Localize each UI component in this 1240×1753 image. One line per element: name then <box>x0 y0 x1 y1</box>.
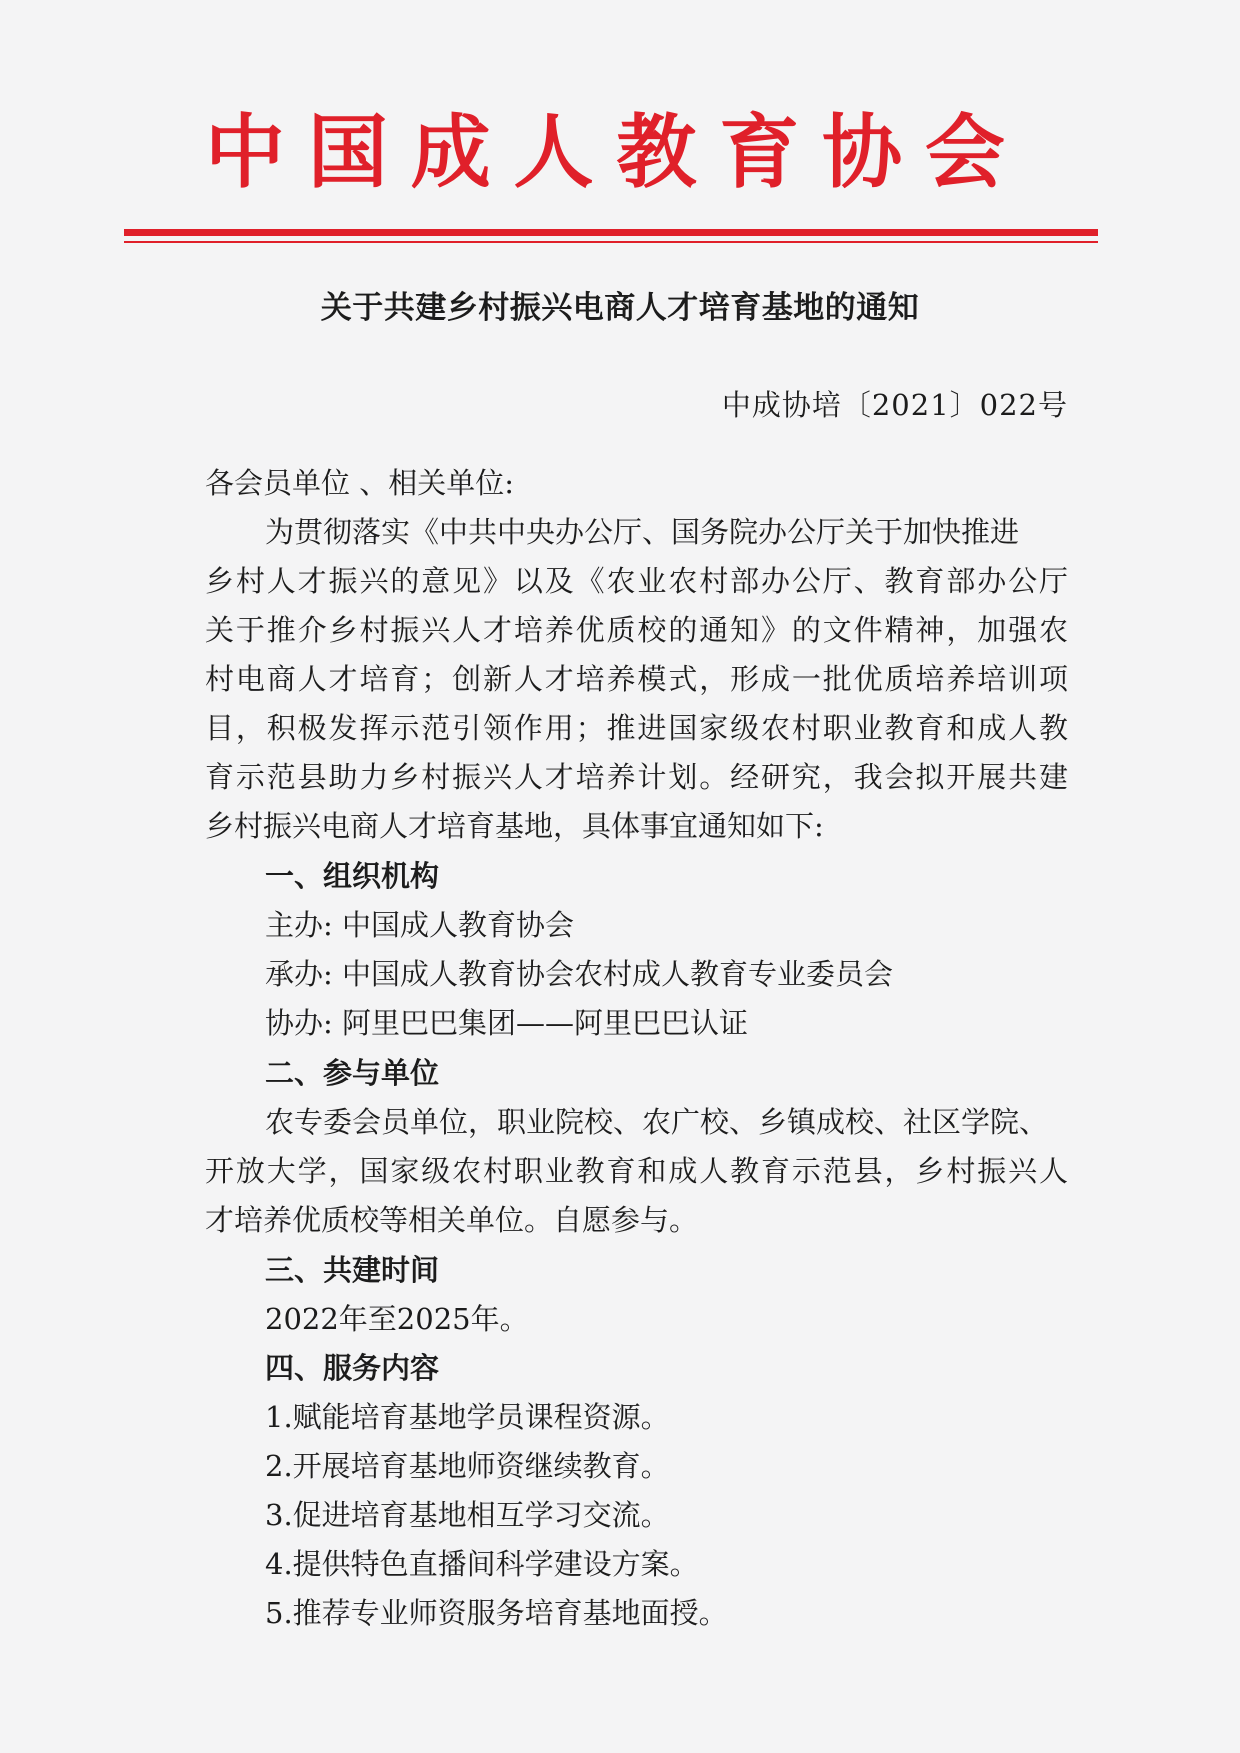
service-item: 3.促进培育基地相互学习交流。 <box>265 1498 670 1532</box>
letterhead-char: 会 <box>924 105 1005 199</box>
letterhead-char: 育 <box>719 105 800 199</box>
section-heading-participants: 二、参与单位 <box>265 1056 440 1090</box>
intro-line: 为贯彻落实《中共中央办公厅、国务院办公厅关于加快推进 <box>265 515 1020 549</box>
letterhead-organization-name <box>205 95 1005 199</box>
service-item: 2.开展培育基地师资继续教育。 <box>265 1449 670 1483</box>
letterhead-divider-thick <box>124 229 1098 236</box>
intro-line: 村电商人才培育；创新人才培养模式，形成一批优质培养培训项 <box>205 662 1068 696</box>
letterhead-char: 成 <box>410 105 491 199</box>
letterhead-divider-thin <box>124 241 1098 243</box>
co-organizer-line: 协办: 阿里巴巴集团——阿里巴巴认证 <box>265 1006 748 1040</box>
document-number: 中成协培〔2021〕022号 <box>721 388 1068 422</box>
intro-line: 育示范县助力乡村振兴人才培养计划。经研究，我会拟开展共建 <box>205 760 1068 794</box>
salutation: 各会员单位 、相关单位: <box>205 466 514 500</box>
intro-line: 乡村人才振兴的意见》以及《农业农村部办公厅、教育部办公厅 <box>205 564 1068 598</box>
host-line: 主办: 中国成人教育协会 <box>265 908 574 942</box>
participants-line: 才培养优质校等相关单位。自愿参与。 <box>205 1203 699 1237</box>
letterhead-char: 人 <box>513 105 594 199</box>
service-item: 5.推荐专业师资服务培育基地面授。 <box>265 1596 728 1630</box>
service-item: 4.提供特色直播间科学建设方案。 <box>265 1547 699 1581</box>
intro-line: 乡村振兴电商人才培育基地，具体事宜通知如下: <box>205 809 824 843</box>
letterhead-char: 协 <box>822 105 903 199</box>
participants-line: 农专委会员单位，职业院校、农广校、乡镇成校、社区学院、 <box>265 1105 1049 1139</box>
participants-line: 开放大学，国家级农村职业教育和成人教育示范县，乡村振兴人 <box>205 1154 1068 1188</box>
section-heading-services: 四、服务内容 <box>265 1351 440 1385</box>
organizer-line: 承办: 中国成人教育协会农村成人教育专业委员会 <box>265 957 893 991</box>
service-item: 1.赋能培育基地学员课程资源。 <box>265 1400 670 1434</box>
notice-title: 关于共建乡村振兴电商人才培育基地的通知 <box>320 290 920 326</box>
letterhead-char: 中 <box>205 105 285 199</box>
period-text: 2022年至2025年。 <box>265 1302 529 1336</box>
letterhead-char: 国 <box>307 105 388 199</box>
letterhead-char: 教 <box>616 105 697 199</box>
section-heading-organization: 一、组织机构 <box>265 859 440 893</box>
section-heading-period: 三、共建时间 <box>265 1253 440 1287</box>
intro-line: 目，积极发挥示范引领作用；推进国家级农村职业教育和成人教 <box>205 711 1068 745</box>
intro-line: 关于推介乡村振兴人才培养优质校的通知》的文件精神，加强农 <box>205 613 1068 647</box>
